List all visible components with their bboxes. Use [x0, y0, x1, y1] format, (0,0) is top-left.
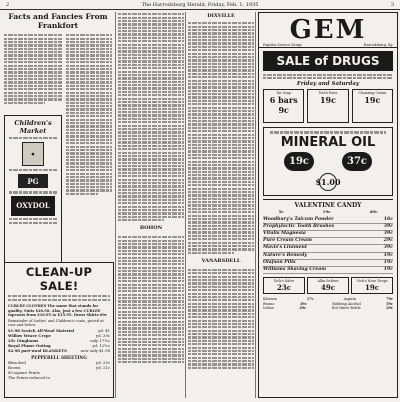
price-list — [263, 217, 393, 275]
childrens-market-title: Children's Market — [14, 119, 52, 135]
sale-item: Royal Plume Outing yd. 12½c — [8, 343, 110, 349]
vicks-box: Vick's Salve 23c — [263, 277, 305, 294]
sale-of-drugs-banner: SALE of DRUGS — [263, 51, 393, 71]
featured-items — [259, 89, 397, 123]
price-list-item: Nature's Remedy 19c — [263, 253, 393, 260]
vicks-box: Vick's Nose Drops 19c — [351, 277, 393, 294]
vicks-boxes — [263, 277, 393, 294]
price-gallon: $1.00 — [319, 173, 337, 191]
price-list-item: Woodbury's Talcum Powder 16c — [263, 217, 393, 224]
pepperell-sheeting-heading: PEPPERELL SHEETING — [31, 355, 87, 361]
sale-item: Willow Weave Crepe yd. 39c — [8, 333, 110, 339]
sheeting-item: Brown yd. 21c — [8, 365, 110, 371]
gem-drug-sale-ad — [258, 12, 398, 398]
price-list-item: Vitalis Magnesia 39c — [263, 231, 393, 238]
oxydol-logo: OXYDOL — [11, 196, 55, 216]
mineral-oil-title: MINERAL OIL — [280, 134, 376, 150]
headline-bohon: BOHON — [139, 225, 163, 232]
page-number-right: 3 — [390, 1, 394, 8]
pg-soap-logo: PG — [18, 174, 48, 188]
headline-vanarsdell: VANARSDELL — [201, 257, 241, 264]
vicks-box: Alka Seltzer 49c — [307, 277, 349, 294]
mineral-oil-ad — [263, 127, 393, 195]
price-list-item: Mavis's Liniment 39c — [263, 245, 393, 252]
bottom-price-list — [263, 297, 393, 310]
valentine-prices: 5c 19c 49c — [278, 208, 378, 214]
childrens-market-ad — [4, 115, 62, 263]
sale-dates: Friday and Saturday — [296, 81, 360, 88]
price-list-item: Pure Cream Cream 29c — [263, 238, 393, 245]
cleanup-sale-title: CLEAN-UP SALE! — [25, 265, 93, 293]
newspaper-title: The Harrodsburg Herald, Friday, Feb. 1, 1935 — [141, 1, 259, 8]
gem-address-bar: Popular Service Drugs Harrodsburg, Ky. — [259, 43, 397, 48]
price-quart: 37c — [342, 152, 372, 171]
prints-item: The Prints reduced to — [8, 375, 50, 381]
price-list-item: Williams Shaving Cream 19c — [263, 267, 393, 274]
page-number-left: 2 — [6, 1, 10, 8]
bottom-list-row: Iodine 29c Hot Water Bottle 29c — [263, 306, 393, 310]
remainder-coats-text: Remainder of Ladies' and Children's coats, priced at cost and below. — [8, 318, 104, 328]
column-two — [118, 12, 184, 402]
bottom-list-row: Kleenex 17c Aspirin 79c — [263, 297, 393, 302]
prints-item: 80-square Prints — [8, 370, 40, 376]
price-pint: 19c — [284, 152, 314, 171]
featured-item: Tar Soap 6 bars 9c — [263, 89, 304, 123]
column-dixville — [188, 12, 254, 402]
sheeting-item: Bleached yd. 25c — [8, 360, 110, 366]
can-image: ● — [22, 142, 44, 166]
featured-item: Tooth Paste 19c — [307, 89, 348, 123]
sale-item: $1.98 Scotch All-Wool Material yd. $1 — [8, 328, 110, 334]
gem-logo: GEM — [289, 15, 367, 45]
price-list-item: Olafson Pills 19c — [263, 260, 393, 267]
sale-item: 25c Ginghams only 17½c — [8, 338, 110, 344]
sale-item: $2.98 part-wool BLANKETS now only $1.98 — [8, 348, 110, 354]
masthead — [0, 0, 400, 10]
headline-frankfort: Facts and Fancies From Frankfort — [8, 12, 108, 30]
featured-item: Cleansing Cream 19c — [352, 89, 393, 123]
bottom-list-row: Bromo 39c Rubbing Alcohol 59c — [263, 301, 393, 306]
valentine-candy-heading: VALENTINE CANDY — [263, 199, 393, 209]
price-list-item: Prophylactic Tooth Brushes 39c — [263, 224, 393, 231]
cleanup-sale-ad — [4, 262, 114, 398]
headline-dixville: DIXVILLE — [207, 13, 235, 19]
curlee-clothes-text: CURLEE CLOTHES The name that stands for quality. Suits $20.50. Also, just a few CURLEE topcoats from $10.95 to $15.95. Dress Shirts 69c — [8, 304, 108, 317]
